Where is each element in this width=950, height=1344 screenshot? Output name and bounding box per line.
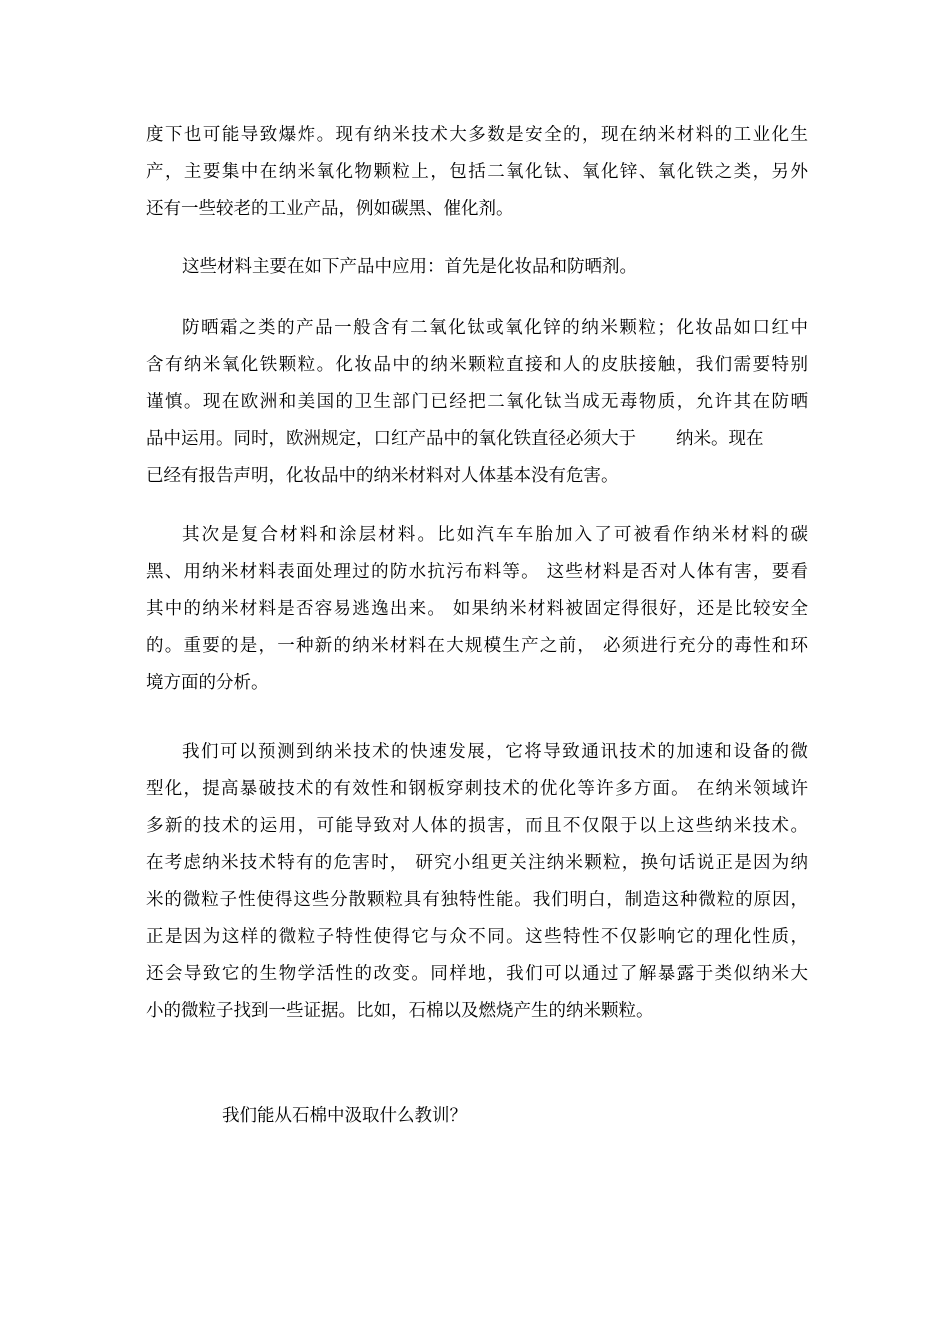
text-line: 我们可以预测到纳米技术的快速发展，它将导致通讯技术的加速和设备的微 xyxy=(182,742,808,762)
text-line: 还会导致它的生物学活性的改变。同样地，我们可以通过了解暴露于类似纳米大 xyxy=(146,964,808,984)
text-line: 型化，提高暴破技术的有效性和钢板穿刺技术的优化等许多方面。 在纳米领域许 xyxy=(146,779,808,799)
text-line: 正是因为这样的微粒子特性使得它与众不同。这些特性不仅影响它的理化性质， xyxy=(146,927,808,947)
text-line: 度下也可能导致爆炸。现有纳米技术大多数是安全的，现在纳米材料的工业化生 xyxy=(146,125,808,145)
text-line: 小的微粒子找到一些证据。比如，石棉以及燃烧产生的纳米颗粒。 xyxy=(146,1001,654,1021)
paragraph-future-development xyxy=(146,734,808,1030)
text-line: 已经有报告声明，化妆品中的纳米材料对人体基本没有危害。 xyxy=(146,466,619,486)
text-line: 这些材料主要在如下产品中应用：首先是化妆品和防晒剂。 xyxy=(182,257,637,277)
paragraph-explosion-safety xyxy=(146,117,808,228)
text-segment: 品中运用。同时，欧洲规定，口红产品中的氧化铁直径必须大于 xyxy=(146,429,636,449)
text-line: 的。重要的是，一种新的纳米材料在大规模生产之前， 必须进行充分的毒性和环 xyxy=(146,636,808,656)
text-line: 防晒霜之类的产品一般含有二氧化钛或氧化锌的纳米颗粒；化妆品如口红中 xyxy=(182,318,808,338)
section-heading-asbestos xyxy=(146,1098,808,1135)
text-line: 境方面的分析。 xyxy=(146,673,269,693)
text-segment: 纳米。现在 xyxy=(676,429,764,449)
text-line: 米的微粒子性使得这些分散颗粒具有独特性能。我们明白，制造这种微粒的原因， xyxy=(146,890,808,910)
text-line: 含有纳米氧化铁颗粒。化妆品中的纳米颗粒直接和人的皮肤接触，我们需要特别 xyxy=(146,355,808,375)
text-line: 其中的纳米材料是否容易逃逸出来。 如果纳米材料被固定得很好，还是比较安全 xyxy=(146,599,808,619)
text-line xyxy=(146,421,808,458)
text-line: 黑、用纳米材料表面处理过的防水抗污布料等。 这些材料是否对人体有害，要看 xyxy=(146,562,808,582)
heading-line: 我们能从石棉中汲取什么教训？ xyxy=(222,1106,467,1126)
paragraph-cosmetics xyxy=(146,310,808,495)
text-line: 其次是复合材料和涂层材料。比如汽车车胎加入了可被看作纳米材料的碳 xyxy=(182,525,808,545)
text-line: 在考虑纳米技术特有的危害时， 研究小组更关注纳米颗粒，换句话说正是因为纳 xyxy=(146,853,808,873)
paragraph-composites-coatings xyxy=(146,517,808,702)
text-line: 谨慎。现在欧洲和美国的卫生部门已经把二氧化钛当成无毒物质，允许其在防晒 xyxy=(146,392,808,412)
text-line: 还有一些较老的工业产品，例如碳黑、催化剂。 xyxy=(146,199,514,219)
text-line: 多新的技术的运用，可能导致对人体的损害，而且不仅限于以上这些纳米技术。 xyxy=(146,816,808,836)
paragraph-applications-intro xyxy=(146,249,808,286)
text-line: 产，主要集中在纳米氧化物颗粒上，包括二氧化钛、氧化锌、氧化铁之类，另外 xyxy=(146,162,808,182)
